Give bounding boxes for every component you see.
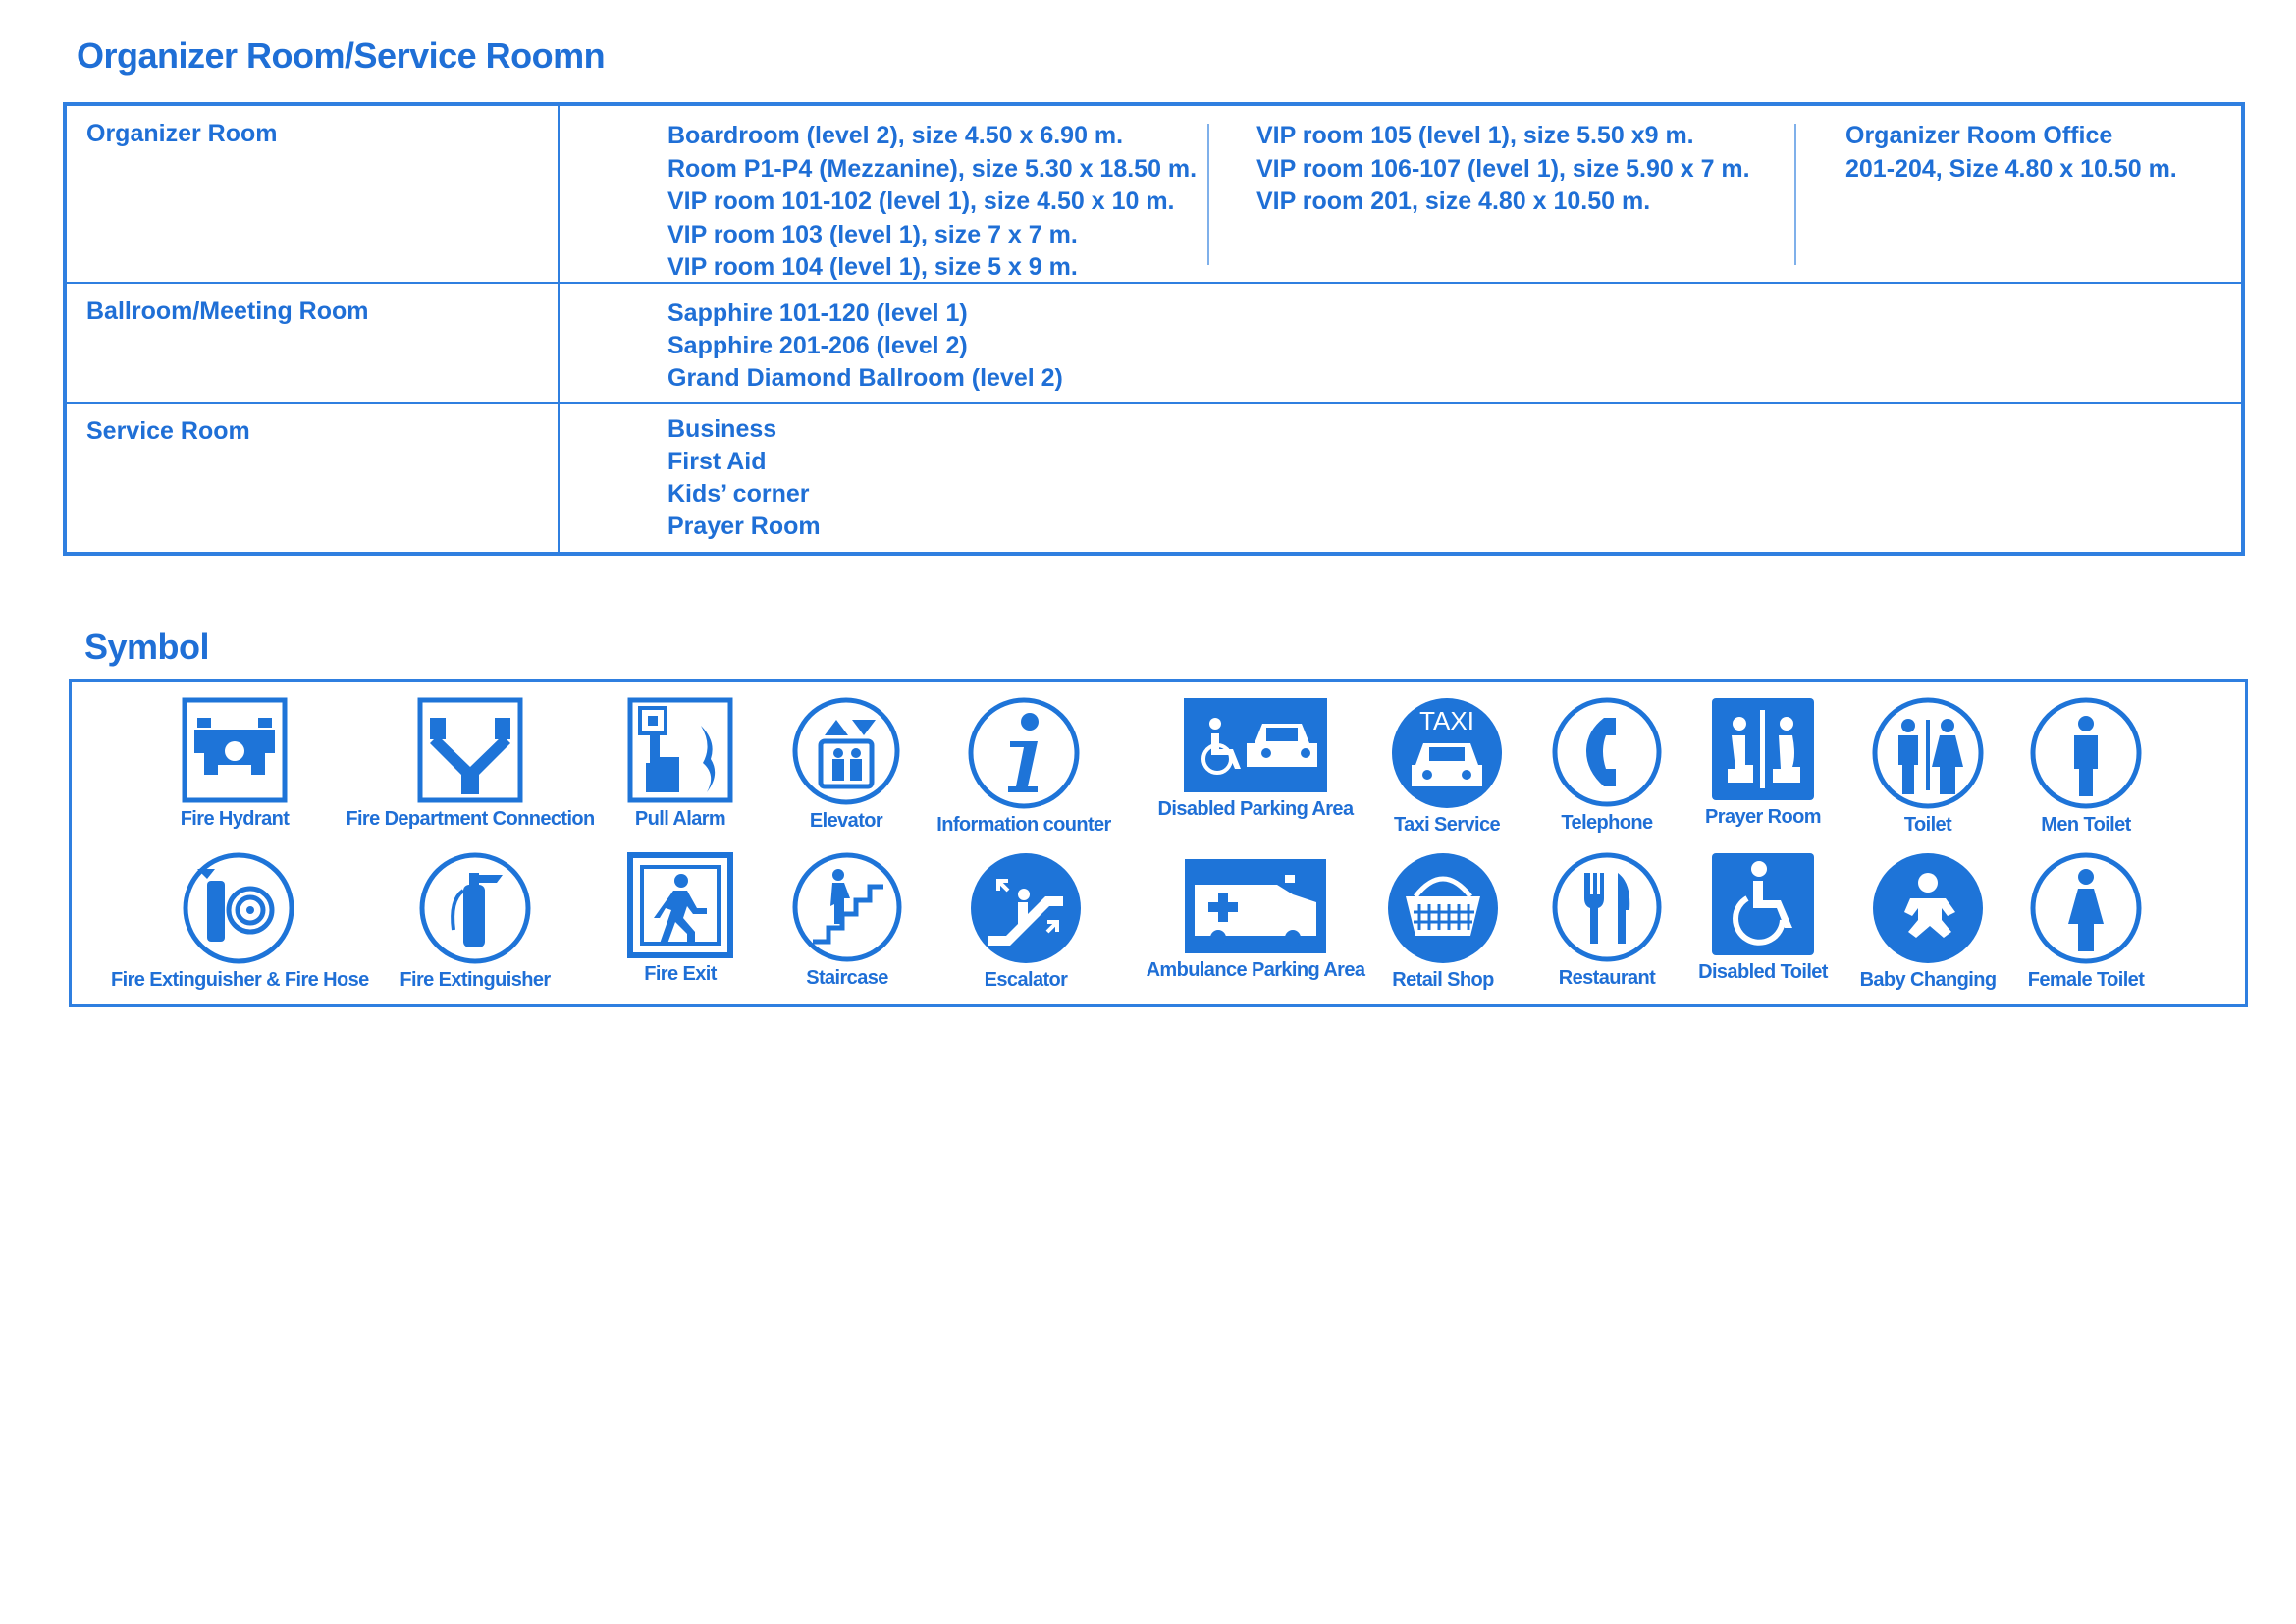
- symbol-fire-exit: [592, 851, 769, 986]
- page-title-symbol: Symbol: [84, 626, 210, 667]
- list-item: Room P1-P4 (Mezzanine), size 5.30 x 18.50 m.: [667, 154, 1198, 183]
- row-label-organizer: Organizer Room: [65, 104, 559, 283]
- taxi-text: TAXI: [1419, 706, 1474, 735]
- organizer-room-content: [559, 104, 2243, 283]
- list-item: Kids’ corner: [667, 480, 810, 508]
- list-item: VIP room 106-107 (level 1), size 5.90 x 7 m.: [1256, 154, 1750, 183]
- list-item: VIP room 103 (level 1), size 7 x 7 m.: [667, 220, 1078, 248]
- symbol-label: Telephone: [1561, 812, 1653, 834]
- ambulance-parking-icon: [1183, 857, 1328, 955]
- symbol-label: Fire Exit: [644, 963, 717, 985]
- symbol-ambulance-parking: [1146, 857, 1365, 982]
- list-item: Sapphire 201-206 (level 2): [667, 332, 968, 359]
- list-item: Boardroom (level 2), size 4.50 x 6.90 m.: [667, 122, 1124, 149]
- fire-exit-icon: [626, 851, 734, 959]
- symbol-fire-extinguisher: [387, 851, 563, 992]
- female-toilet-icon: [2029, 851, 2143, 965]
- organizer-col-3: [1845, 120, 2177, 186]
- telephone-icon: [1551, 696, 1663, 808]
- fire-hydrant-icon: [181, 696, 289, 804]
- prayer-room-icon: [1710, 696, 1816, 802]
- list-item: Sapphire 101-120 (level 1): [667, 299, 968, 327]
- toilet-icon: [1871, 696, 1985, 810]
- list-item: 201-204, Size 4.80 x 10.50 m.: [1845, 154, 2177, 183]
- symbol-label: Staircase: [806, 967, 888, 989]
- service-list: [667, 413, 821, 543]
- list-item: VIP room 101-102 (level 1), size 4.50 x 10 m.: [667, 188, 1175, 215]
- symbol-fire-department-connection: [346, 696, 595, 831]
- disabled-toilet-icon: [1710, 851, 1816, 957]
- symbol-men-toilet: [1998, 696, 2174, 837]
- symbol-label: Fire Hydrant: [180, 808, 290, 830]
- taxi-icon: [1390, 696, 1504, 810]
- disabled-parking-icon: [1182, 696, 1329, 794]
- symbol-label: Elevator: [809, 810, 883, 832]
- symbol-disabled-toilet: [1675, 851, 1851, 984]
- table-row: [65, 283, 2243, 403]
- symbol-escalator: [937, 851, 1114, 992]
- symbol-label: Taxi Service: [1393, 814, 1501, 836]
- fire-department-connection-icon: [416, 696, 524, 804]
- information-icon: [967, 696, 1081, 810]
- symbol-prayer-room: [1675, 696, 1851, 829]
- symbol-label: Escalator: [984, 969, 1068, 991]
- symbol-information-counter: [935, 696, 1112, 837]
- organizer-col-2: [1256, 120, 1750, 219]
- list-item: VIP room 201, size 4.80 x 10.50 m.: [1256, 188, 1651, 215]
- symbol-label: Retail Shop: [1392, 969, 1494, 991]
- symbol-female-toilet: [1998, 851, 2174, 992]
- fire-extinguisher-hose-icon: [182, 851, 295, 965]
- row-label-ballroom: Ballroom/Meeting Room: [65, 283, 559, 403]
- men-toilet-icon: [2029, 696, 2143, 810]
- symbol-fire-hydrant: [146, 696, 323, 831]
- symbol-label: Disabled Toilet: [1698, 961, 1828, 983]
- symbol-label: Fire Department Connection: [346, 808, 595, 830]
- symbol-label: Disabled Parking Area: [1157, 798, 1354, 820]
- list-item: Prayer Room: [667, 513, 821, 540]
- staircase-icon: [791, 851, 903, 963]
- rooms-table: [63, 102, 2245, 556]
- list-item: VIP room 104 (level 1), size 5 x 9 m.: [667, 253, 1078, 281]
- list-item: First Aid: [667, 448, 767, 475]
- symbol-label: Female Toilet: [2027, 969, 2145, 991]
- service-content: [559, 403, 2243, 554]
- ballroom-list: [667, 298, 1063, 395]
- symbol-label: Information counter: [936, 814, 1111, 836]
- table-row: [65, 104, 2243, 283]
- list-item: Business: [667, 415, 777, 443]
- row-label-service: Service Room: [65, 403, 559, 554]
- ballroom-content: [559, 283, 2243, 403]
- symbol-disabled-parking: [1157, 696, 1354, 821]
- symbol-legend: [69, 679, 2248, 1007]
- list-item: VIP room 105 (level 1), size 5.50 x9 m.: [1256, 122, 1694, 149]
- symbol-label: Fire Extinguisher & Fire Hose: [111, 969, 369, 991]
- symbol-fire-extinguisher-hose: [111, 851, 369, 992]
- symbol-label: Baby Changing: [1859, 969, 1997, 991]
- restaurant-icon: [1551, 851, 1663, 963]
- list-item: Grand Diamond Ballroom (level 2): [667, 364, 1063, 392]
- organizer-col-1: [667, 120, 1197, 285]
- fire-extinguisher-icon: [418, 851, 532, 965]
- symbol-label: Pull Alarm: [634, 808, 726, 830]
- pull-alarm-icon: [626, 696, 734, 804]
- column-divider: [1794, 124, 1796, 265]
- symbol-elevator: [758, 696, 934, 833]
- retail-shop-icon: [1386, 851, 1500, 965]
- column-divider: [1207, 124, 1209, 265]
- page-title-rooms: Organizer Room/Service Roomn: [77, 35, 606, 76]
- escalator-icon: [969, 851, 1083, 965]
- symbol-label: Ambulance Parking Area: [1146, 959, 1365, 981]
- symbol-label: Prayer Room: [1705, 806, 1821, 828]
- list-item: Organizer Room Office: [1845, 122, 2113, 149]
- symbol-label: Restaurant: [1558, 967, 1656, 989]
- table-row: [65, 403, 2243, 554]
- elevator-icon: [791, 696, 901, 806]
- symbol-label: Toilet: [1903, 814, 1952, 836]
- symbol-label: Fire Extinguisher: [400, 969, 551, 991]
- baby-changing-icon: [1871, 851, 1985, 965]
- symbol-label: Men Toilet: [2041, 814, 2131, 836]
